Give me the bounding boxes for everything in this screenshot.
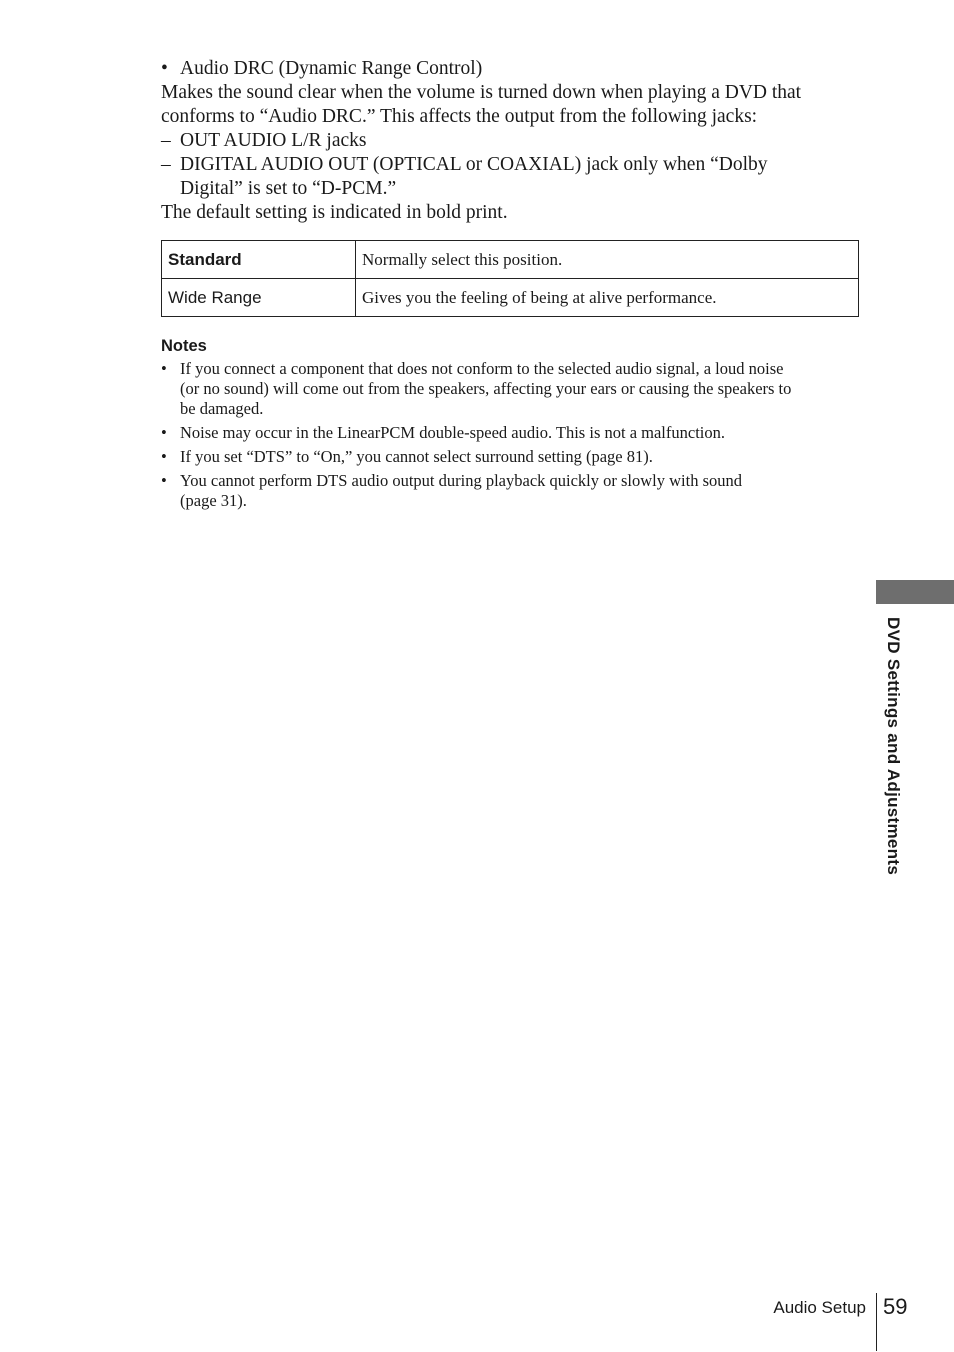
jack-item-text: OUT AUDIO L/R jacks <box>180 130 367 151</box>
jack-item-text: Digital” is set to “D-PCM.” <box>180 178 397 199</box>
page-number: 59 <box>883 1294 908 1319</box>
note-line: (or no sound) will come out from the speakers, affecting your ears or causing the speakers to <box>180 379 792 398</box>
notes-section <box>161 335 861 515</box>
footer-divider <box>876 1293 877 1351</box>
option-standard: Standard <box>162 241 356 279</box>
bullet-mark: • <box>161 471 167 490</box>
dash-mark: – <box>161 154 171 175</box>
option-description: Normally select this position. <box>356 241 859 279</box>
jack-item-text: DIGITAL AUDIO OUT (OPTICAL or COAXIAL) jack only when “Dolby <box>180 154 768 175</box>
main-content <box>161 57 861 225</box>
note-line: be damaged. <box>180 399 264 418</box>
jack-item-digital-audio-continued <box>161 177 861 201</box>
note-line: (page 31). <box>180 491 247 510</box>
note-line: Noise may occur in the LinearPCM double-speed audio. This is not a malfunction. <box>180 423 725 442</box>
notes-heading: Notes <box>161 337 207 355</box>
footer-section-name: Audio Setup <box>773 1298 866 1317</box>
bullet-mark: • <box>161 423 167 442</box>
note-line: If you set “DTS” to “On,” you cannot select surround setting (page 81). <box>180 447 653 466</box>
table-row <box>162 241 859 279</box>
bullet-mark: • <box>161 359 167 378</box>
note-item <box>161 359 861 419</box>
bullet-mark: • <box>161 447 167 466</box>
section-tab-marker <box>876 580 954 604</box>
option-description: Gives you the feeling of being at alive performance. <box>356 279 859 317</box>
option-wide-range: Wide Range <box>162 279 356 317</box>
audio-drc-title: Audio DRC (Dynamic Range Control) <box>180 58 483 79</box>
settings-table <box>161 240 859 317</box>
note-item <box>161 423 861 443</box>
default-setting-note: The default setting is indicated in bold print. <box>161 202 508 223</box>
dash-mark: – <box>161 130 171 151</box>
jack-item-out-audio <box>161 129 861 153</box>
section-side-label: DVD Settings and Adjustments <box>884 617 903 876</box>
table-row <box>162 279 859 317</box>
note-line: If you connect a component that does not conform to the selected audio signal, a loud noise <box>180 359 784 378</box>
intro-paragraph-line-1: Makes the sound clear when the volume is turned down when playing a DVD that <box>161 82 802 103</box>
intro-paragraph-line-2: conforms to “Audio DRC.” This affects the output from the following jacks: <box>161 106 758 127</box>
note-item <box>161 471 861 511</box>
bullet-mark: • <box>161 58 168 79</box>
audio-drc-bullet <box>161 57 861 81</box>
note-item <box>161 447 861 467</box>
jack-item-digital-audio <box>161 153 861 177</box>
note-line: You cannot perform DTS audio output during playback quickly or slowly with sound <box>180 471 743 490</box>
